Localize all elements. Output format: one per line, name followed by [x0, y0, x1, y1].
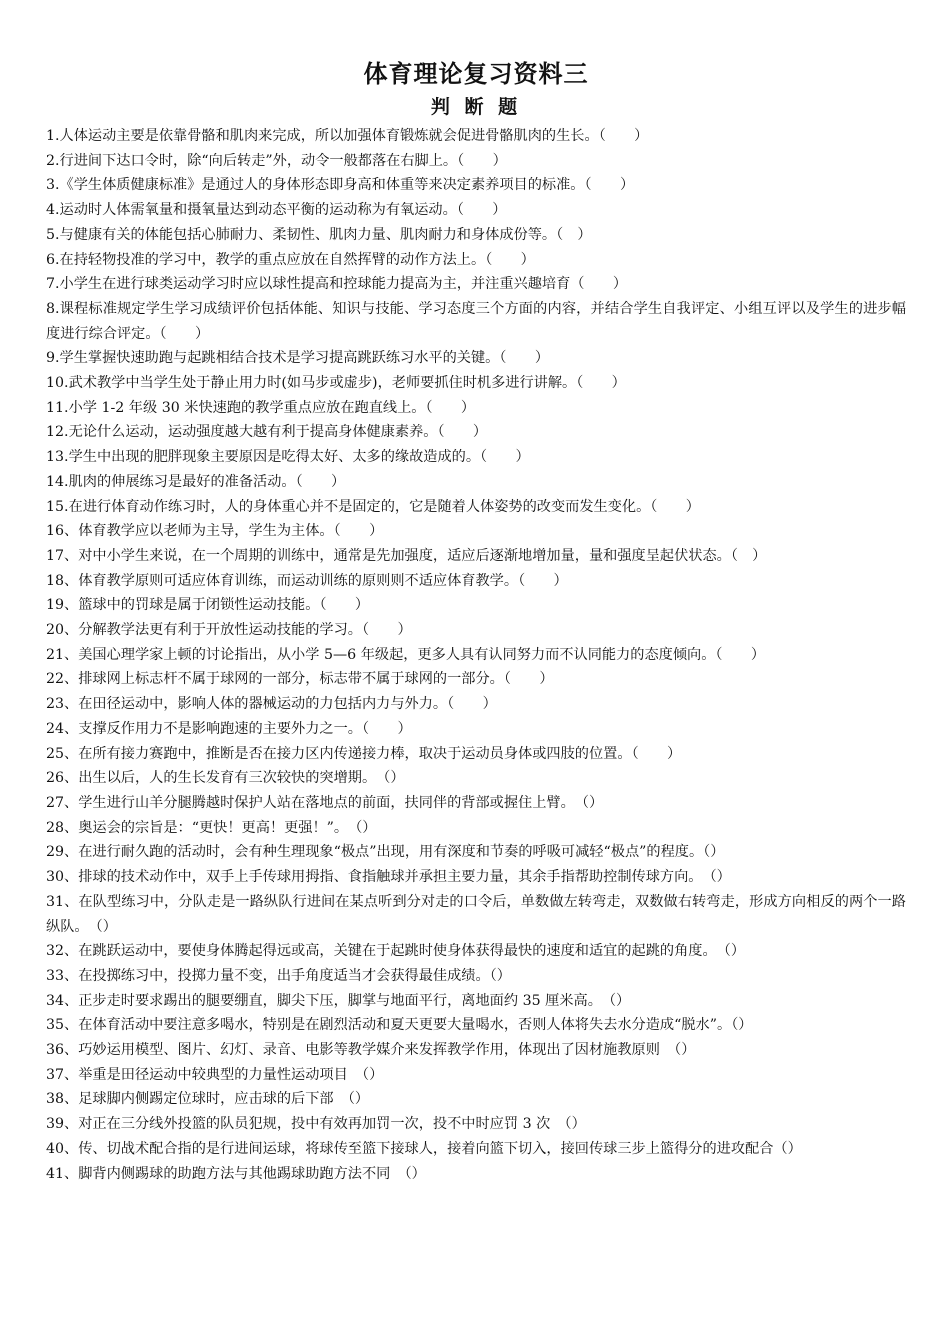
question-item: 34、正步走时要求踢出的腿要绷直，脚尖下压，脚掌与地面平行，离地面约 35 厘米高。 （） — [46, 992, 631, 1009]
question-item: 33、在投掷练习中，投掷力量不变，出手角度适当才会获得最佳成绩。（） — [46, 967, 511, 984]
question-item: 22、排球网上标志杆不属于球网的一部分，标志带不属于球网的一部分。（ ） — [46, 671, 554, 688]
question-list — [46, 124, 906, 1186]
question-item: 21、美国心理学家上顿的讨论指出，从小学 5—6 年级起，更多人具有认同努力而不认同能力的态度倾向。（ ） — [46, 646, 766, 663]
question-item: 19、篮球中的罚球是属于闭锁性运动技能。（ ） — [46, 597, 370, 614]
document-page — [46, 56, 906, 1186]
question-item: 1.人体运动主要是依靠骨骼和肌肉来完成，所以加强体育锻炼就会促进骨骼肌肉的生长。（ ） — [46, 128, 649, 144]
question-item: 36、巧妙运用模型、图片、幻灯、录音、电影等教学媒介来发挥教学作用，体现出了因材施教原则 （） — [46, 1042, 696, 1059]
question-item: 24、支撑反作用力不是影响跑速的主要外力之一。（ ） — [46, 720, 412, 737]
question-item: 8.课程标准规定学生学习成绩评价包括体能、知识与技能、学习态度三个方面的内容，并结合学生自我评定、小组互评以及学生的进步幅度进行综合评定。（ ） — [46, 300, 906, 342]
question-item: 27、学生进行山羊分腿腾越时保护人站在落地点的前面，扶同伴的背部或握住上臂。 （） — [46, 794, 604, 811]
question-item: 25、在所有接力赛跑中，推断是否在接力区内传递接力棒，取决于运动员身体或四肢的位置。（ ） — [46, 745, 682, 762]
question-item: 11.小学 1-2 年级 30 米快速跑的教学重点应放在跑直线上。（ ） — [46, 399, 476, 416]
question-item: 17、对中小学生来说，在一个周期的训练中，通常是先加强度，适应后逐渐地增加量，量和强度呈起伏状态。（ ） — [46, 547, 767, 564]
section-title: 判 断 题 — [430, 96, 522, 118]
question-item: 20、分解教学法更有利于开放性运动技能的学习。（ ） — [46, 622, 412, 639]
question-item: 37、举重是田径运动中较典型的力量性运动项目 （） — [46, 1066, 384, 1083]
question-item: 38、足球脚内侧踢定位球时，应击球的后下部 （） — [46, 1091, 370, 1108]
question-item: 10.武术教学中当学生处于静止用力时(如马步或虚步)，老师要抓住时机多进行讲解。（ ） — [46, 375, 626, 392]
question-item: 7.小学生在进行球类运动学习时应以球性提高和控球能力提高为主，并注重兴趣培育（ ） — [46, 276, 628, 293]
question-item: 3.《学生体质健康标准》是通过人的身体形态即身高和体重等来决定素养项目的标准。（ ） — [46, 177, 635, 194]
question-item: 32、在跳跃运动中，要使身体腾起得远或高，关键在于起跳时使身体获得最快的速度和适宜的起跳的角度。 （） — [46, 943, 746, 960]
question-item: 2.行进间下达口令时，除“向后转走”外，动令一般都落在右脚上。（ ） — [46, 152, 507, 169]
question-item: 18、体育教学原则可适应体育训练，而运动训练的原则则不适应体育教学。（ ） — [46, 572, 568, 589]
question-item: 6.在持轻物投准的学习中，教学的重点应放在自然挥臂的动作方法上。（ ） — [46, 251, 535, 268]
question-item: 5.与健康有关的体能包括心肺耐力、柔韧性、肌肉力量、肌肉耐力和身体成份等。（ ） — [46, 226, 592, 243]
question-item: 15.在进行体育动作练习时，人的身体重心并不是固定的，它是随着人体姿势的改变而发生变化。（ ） — [46, 498, 700, 515]
question-item: 28、奥运会的宗旨是：“更快！更高！更强！”。 （） — [46, 819, 377, 836]
question-item: 35、在体育活动中要注意多喝水，特别是在剧烈活动和夏天更要大量喝水，否则人体将失去水分造成“脱水”。（） — [46, 1017, 753, 1034]
question-item: 14.肌肉的伸展练习是最好的准备活动。（ ） — [46, 473, 346, 490]
question-item: 23、在田径运动中，影响人体的器械运动的力包括内力与外力。（ ） — [46, 696, 497, 713]
question-item: 39、对正在三分线外投篮的队员犯规，投中有效再加罚一次，投不中时应罚 3 次 （） — [46, 1116, 586, 1133]
question-item: 31、在队型练习中，分队走是一路纵队行进间在某点听到分对走的口令后，单数做左转弯走，双数做右转弯走，形成方向相反的两个一路纵队。 （） — [46, 893, 906, 935]
question-item: 30、排球的技术动作中，双手上手传球用拇指、食指触球并承担主要力量，其余手指帮助控制传球方向。 （） — [46, 869, 731, 886]
question-item: 29、在进行耐久跑的活动时，会有种生理现象“极点”出现，用有深度和节奏的呼吸可减轻“极点”的程度。（） — [46, 844, 725, 861]
question-item: 41、脚背内侧踢球的助跑方法与其他踢球助跑方法不同 （） — [46, 1165, 426, 1182]
question-item: 16、体育教学应以老师为主导，学生为主体。（ ） — [46, 523, 384, 540]
question-item: 12.无论什么运动，运动强度越大越有利于提高身体健康素养。（ ） — [46, 424, 488, 441]
question-item: 26、出生以后，人的生长发育有三次较快的突增期。 （） — [46, 770, 405, 787]
document-title: 体育理论复习资料三 — [363, 60, 589, 88]
question-item: 13.学生中出现的肥胖现象主要原因是吃得太好、太多的缘故造成的。（ ） — [46, 449, 530, 466]
question-item: 40、传、切战术配合指的是行进间运球，将球传至篮下接球人，接着向篮下切入，接回传球三步上篮得分的进攻配合（） — [46, 1140, 802, 1157]
question-item: 4.运动时人体需氧量和摄氧量达到动态平衡的运动称为有氧运动。（ ） — [46, 202, 507, 219]
question-item: 9.学生掌握快速助跑与起跳相结合技术是学习提高跳跃练习水平的关键。（ ） — [46, 350, 550, 367]
